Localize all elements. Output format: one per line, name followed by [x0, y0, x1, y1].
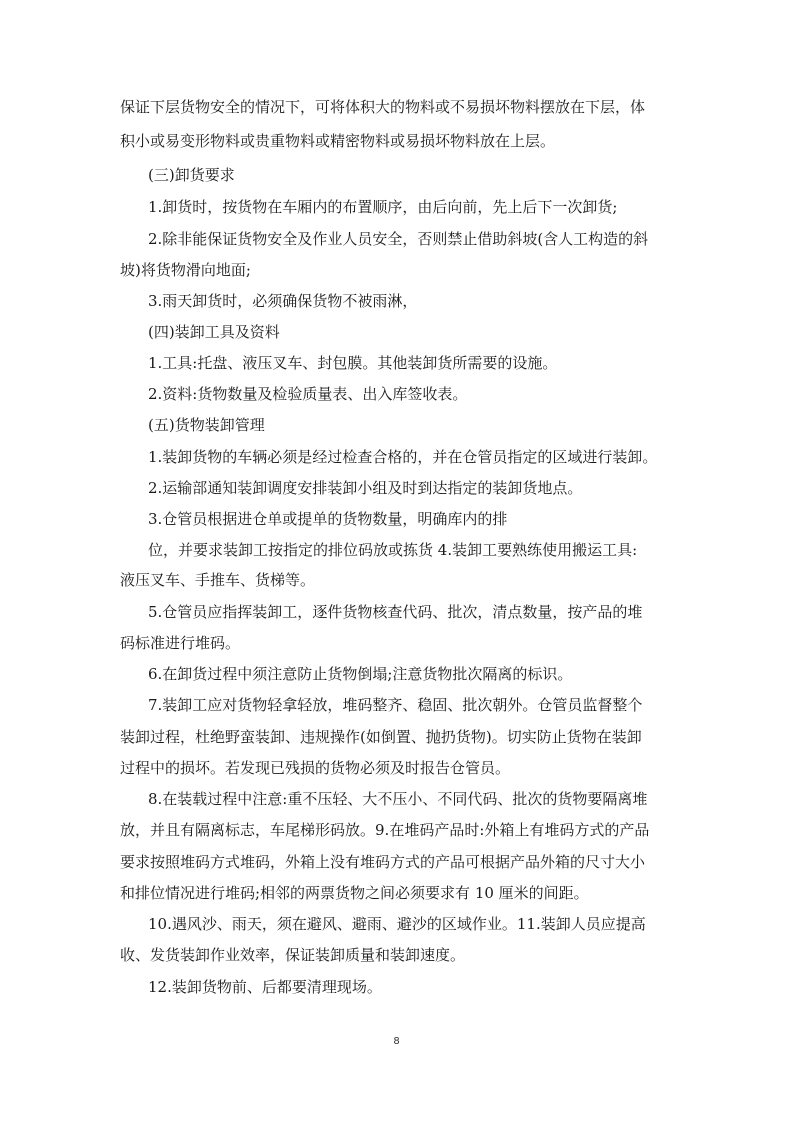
text-line: 放，并且有隔离标志，车尾梯形码放。9.在堆码产品时:外箱上有堆码方式的产品 — [120, 821, 650, 839]
text-line: 8.在装载过程中注意:重不压轻、大不压小、不同代码、批次的货物要隔离堆 — [148, 790, 648, 808]
page-number: 8 — [393, 1036, 400, 1047]
text-line: 装卸过程，杜绝野蛮装卸、违规操作(如倒置、抛扔货物)。切实防止货物在装卸 — [120, 728, 642, 746]
text-line: 2.资料:货物数量及检验质量表、出入库签收表。 — [148, 385, 468, 403]
text-line: 位，并要求装卸工按指定的排位码放或拣货 4.装卸工要熟练使用搬运工具: — [148, 541, 638, 559]
text-line: 坡)将货物滑向地面; — [120, 261, 251, 279]
text-line: 保证下层货物安全的情况下，可将体积大的物料或不易损坏物料摆放在下层，体 — [120, 98, 646, 116]
text-line: 12.装卸货物前、后都要清理现场。 — [148, 978, 382, 996]
text-line: 10.遇风沙、雨天，须在避风、避雨、避沙的区域作业。11.装卸人员应提高 — [148, 915, 646, 933]
text-line: 1.卸货时，按货物在车厢内的布置顺序，由后向前，先上后下一次卸货; — [148, 198, 618, 216]
section-heading: (四)装卸工具及资料 — [148, 323, 280, 341]
text-line: 收、发货装卸作业效率，保证装卸质量和装卸速度。 — [120, 946, 466, 964]
text-line: 2.运输部通知装卸调度安排装卸小组及时到达指定的装卸货地点。 — [148, 479, 583, 497]
text-line: 1.装卸货物的车辆必须是经过检查合格的，并在仓管员指定的区域进行装卸。 — [148, 448, 658, 466]
text-line: 1.工具:托盘、液压叉车、封包膜。其他装卸货所需要的设施。 — [148, 354, 558, 372]
text-line: 2.除非能保证货物安全及作业人员安全，否则禁止借助斜坡(含人工构造的斜 — [148, 230, 649, 248]
text-line: 3.仓管员根据进仓单或提单的货物数量，明确库内的排 — [148, 510, 508, 528]
section-heading: (三)卸货要求 — [148, 166, 235, 184]
text-line: 7.装卸工应对货物轻拿轻放，堆码整齐、稳固、批次朝外。仓管员监督整个 — [148, 696, 643, 714]
text-line: 3.雨天卸货时，必须确保货物不被雨淋， — [148, 292, 418, 310]
text-line: 要求按照堆码方式堆码，外箱上没有堆码方式的产品可根据产品外箱的尺寸大小 — [120, 853, 646, 871]
text-line: 积小或易变形物料或贵重物料或精密物料或易损坏物料放在上层。 — [120, 132, 556, 150]
section-heading: (五)货物装卸管理 — [148, 416, 265, 434]
text-line: 过程中的损坏。若发现已残损的货物必须及时报告仓管员。 — [120, 759, 511, 777]
text-line: 液压叉车、手推车、货梯等。 — [120, 571, 316, 589]
text-line: 和排位情况进行堆码;相邻的两票货物之间必须要求有 10 厘米的间距。 — [120, 884, 589, 902]
text-line: 5.仓管员应指挥装卸工，逐件货物核查代码、批次，清点数量，按产品的堆 — [148, 603, 643, 621]
text-line: 6.在卸货过程中须注意防止货物倒塌;注意货物批次隔离的标识。 — [148, 665, 573, 683]
text-line: 码标准进行堆码。 — [120, 634, 241, 652]
